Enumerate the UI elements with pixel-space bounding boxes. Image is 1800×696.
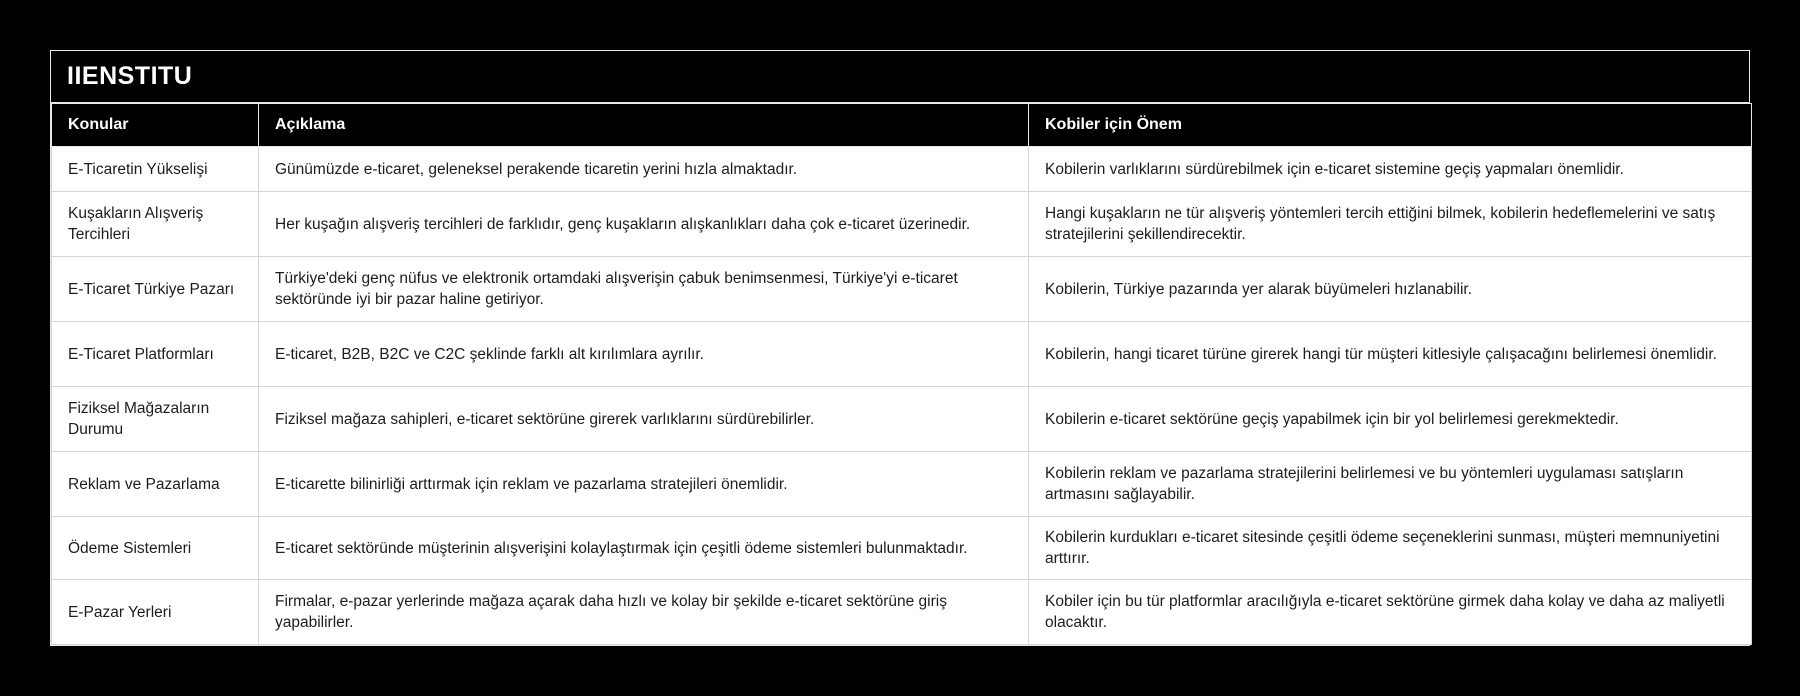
table-row bbox=[52, 517, 1752, 580]
table-row bbox=[52, 322, 1752, 387]
table-row bbox=[52, 387, 1752, 452]
table-row bbox=[52, 580, 1752, 645]
importance-cell: Kobilerin e-ticaret sektörüne geçiş yapabilmek için bir yol belirlemesi gerekmektedir. bbox=[1029, 387, 1752, 452]
content-table-card bbox=[50, 50, 1750, 646]
topic-cell: E-Ticaretin Yükselişi bbox=[52, 147, 259, 192]
table-row bbox=[52, 192, 1752, 257]
table-body bbox=[52, 147, 1752, 645]
description-cell: E-ticaret, B2B, B2C ve C2C şeklinde farklı alt kırılımlara ayrılır. bbox=[259, 322, 1029, 387]
importance-cell: Kobiler için bu tür platformlar aracılığıyla e-ticaret sektörüne girmek daha kolay ve daha az maliyetli olacaktır. bbox=[1029, 580, 1752, 645]
table-row bbox=[52, 257, 1752, 322]
table-row bbox=[52, 147, 1752, 192]
topic-cell: E-Ticaret Türkiye Pazarı bbox=[52, 257, 259, 322]
importance-cell: Hangi kuşakların ne tür alışveriş yöntemleri tercih ettiğini bilmek, kobilerin hedeflemelerini ve satış stratejilerini şekillendirecektir. bbox=[1029, 192, 1752, 257]
description-cell: Her kuşağın alışveriş tercihleri de farklıdır, genç kuşakların alışkanlıkları daha çok e-ticaret üzerinedir. bbox=[259, 192, 1029, 257]
topic-cell: E-Pazar Yerleri bbox=[52, 580, 259, 645]
importance-cell: Kobilerin kurdukları e-ticaret sitesinde çeşitli ödeme seçeneklerini sunması, müşteri memnuniyetini arttırır. bbox=[1029, 517, 1752, 580]
topic-cell: Ödeme Sistemleri bbox=[52, 517, 259, 580]
description-cell: Firmalar, e-pazar yerlerinde mağaza açarak daha hızlı ve kolay bir şekilde e-ticaret sektörüne giriş yapabilirler. bbox=[259, 580, 1029, 645]
topic-cell: E-Ticaret Platformları bbox=[52, 322, 259, 387]
description-cell: Fiziksel mağaza sahipleri, e-ticaret sektörüne girerek varlıklarını sürdürebilirler. bbox=[259, 387, 1029, 452]
description-cell: E-ticaret sektöründe müşterinin alışverişini kolaylaştırmak için çeşitli ödeme sistemleri bulunmaktadır. bbox=[259, 517, 1029, 580]
column-header-konular: Konular bbox=[52, 104, 259, 147]
topic-cell: Kuşakların Alışveriş Tercihleri bbox=[52, 192, 259, 257]
table-row bbox=[52, 452, 1752, 517]
topics-table bbox=[51, 103, 1752, 645]
table-title: IIENSTITU bbox=[51, 51, 1749, 103]
header-row bbox=[52, 104, 1752, 147]
importance-cell: Kobilerin varlıklarını sürdürebilmek için e-ticaret sistemine geçiş yapmaları önemlidir. bbox=[1029, 147, 1752, 192]
column-header-kobiler-icin-onem: Kobiler için Önem bbox=[1029, 104, 1752, 147]
table-header bbox=[52, 104, 1752, 147]
importance-cell: Kobilerin, Türkiye pazarında yer alarak büyümeleri hızlanabilir. bbox=[1029, 257, 1752, 322]
importance-cell: Kobilerin reklam ve pazarlama stratejilerini belirlemesi ve bu yöntemleri uygulaması satışların artmasını sağlayabilir. bbox=[1029, 452, 1752, 517]
description-cell: Türkiye'deki genç nüfus ve elektronik ortamdaki alışverişin çabuk benimsenmesi, Türkiye'yi e-ticaret sektöründe iyi bir pazar haline getiriyor. bbox=[259, 257, 1029, 322]
description-cell: Günümüzde e-ticaret, geleneksel perakende ticaretin yerini hızla almaktadır. bbox=[259, 147, 1029, 192]
column-header-aciklama: Açıklama bbox=[259, 104, 1029, 147]
importance-cell: Kobilerin, hangi ticaret türüne girerek hangi tür müşteri kitlesiyle çalışacağını belirlemesi önemlidir. bbox=[1029, 322, 1752, 387]
topic-cell: Fiziksel Mağazaların Durumu bbox=[52, 387, 259, 452]
topic-cell: Reklam ve Pazarlama bbox=[52, 452, 259, 517]
description-cell: E-ticarette bilinirliği arttırmak için reklam ve pazarlama stratejileri önemlidir. bbox=[259, 452, 1029, 517]
